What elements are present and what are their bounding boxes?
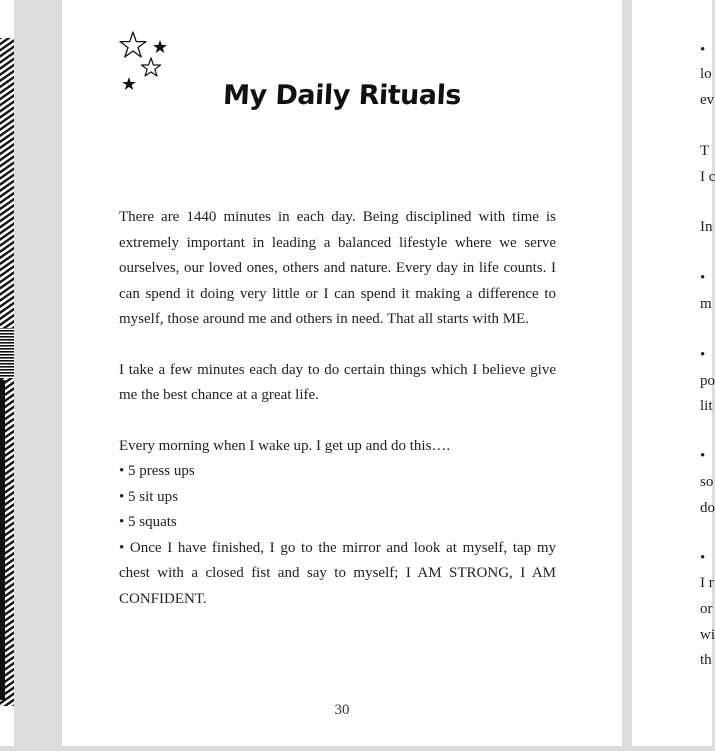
next-page-text: so	[700, 474, 714, 490]
next-page-text: lit	[700, 398, 713, 414]
next-page-text: I r	[700, 575, 714, 591]
list-item: • Once I have finished, I go to the mirror and look at myself, tap my chest with a closed fist and say to myself; I AM STRONG, I AM CONFIDENT.	[119, 539, 556, 607]
next-page-text: m	[700, 296, 712, 312]
next-page-text: •	[700, 550, 706, 566]
list-item: • 5 sit ups	[119, 488, 179, 505]
next-page-text: •	[700, 42, 706, 58]
list-item: • 5 squats	[119, 514, 177, 530]
page-body	[119, 205, 556, 612]
page-number: 30	[334, 702, 350, 718]
next-page-text: ev	[700, 92, 715, 108]
next-page-edge	[632, 0, 715, 746]
next-page-text: •	[700, 448, 706, 464]
paragraph: Every morning when I wake up. I get up and do this….	[119, 437, 451, 454]
next-page-text: I c	[700, 169, 715, 185]
next-page-text: th	[700, 652, 712, 668]
next-page-text: T	[700, 143, 710, 159]
book-page	[62, 0, 622, 746]
sketch-illustration-edge	[0, 0, 14, 746]
previous-page-edge	[0, 0, 14, 746]
next-page-text: do	[700, 500, 715, 516]
next-page-text: In	[700, 219, 713, 235]
next-page-text: wi	[700, 627, 715, 643]
next-page-text: lo	[700, 66, 712, 82]
list-item: • 5 press ups	[119, 463, 195, 479]
next-page-text: •	[700, 347, 706, 363]
next-page-text: or	[700, 601, 713, 617]
paragraph: I take a few minutes each day to do certain things which I believe give me the best chance at a great life.	[119, 361, 556, 403]
paragraph: There are 1440 minutes in each day. Being disciplined with time is extremely important in leading a balanced lifestyle where we serve ourselves, our loved ones, others and nature. Every day in life counts. I can spend it doing very little or I can spend it making a difference to myself, those around me and others in need. That all starts with ME.	[119, 209, 556, 327]
page-title: My Daily Rituals	[222, 80, 462, 111]
next-page-text: •	[700, 270, 706, 286]
next-page-text: po	[700, 373, 715, 389]
